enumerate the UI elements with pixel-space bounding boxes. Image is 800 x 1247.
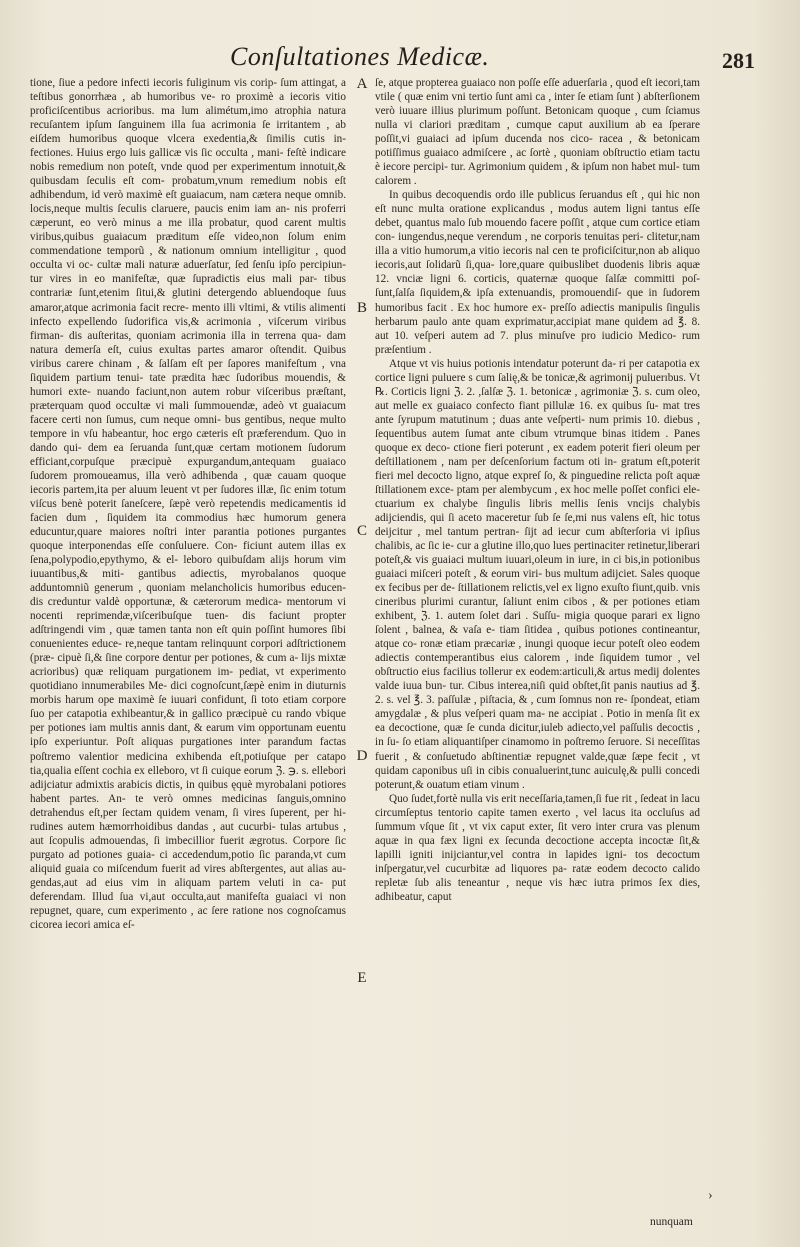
catchword: nunquam [650, 1216, 693, 1228]
margin-letter-a: A [356, 76, 368, 92]
margin-letter-e: E [357, 970, 367, 986]
right-column-paragraph-3: Atque vt vis huius potionis intendatur poterunt da- ri per catapotia ex cortice ligni puluere s cum ſalię,& be tonicæ,& agrimonij puluerıbus. Vt ℞. Corticis ligni ℨ. 2. ,ſalſæ ℨ. 1. betonicæ , agrimoniæ ℨ. s. cum oleo, aut melle ex guaiaco confecto fiant pillulæ 16. ex quibus ſu- mat tres ante ſyrupum matutinum ; duas ante veſperti- num primis 10. diebus , ſequentibus autem ſumat ante cibum vtrumque binas itidem . Panes quoque ex deco- ctione fieri poterunt , ex eadem poterit fieri oleum per deſtillationem , nam per deſcenſorium factum oti in- gratum eſt,poterit fieri mel decocto ligno, atque expreſ ſo, & pinguedine relicta poſt aquæ ſtillationem exce- ptam per alembycum , ex hoc melle poſſet confici ele- ctuarium ex chalybe ſingulis libris mellis ſenis vncijs chalybis adijciendis, qui ſi aceto maceretur ſub ſe ſe,mi nus valens eſt, hic totus deijcitur , mel tantum pertran- ſijt ad iecur cum abſterſoria vi ipſius chalibis, ac ſic ie- cur a glutine illo,quo lues pertinaciter retinetur,liberari poteſt,& vis guaiaci multum iuuari,oleum in iure, in ci bis,in potionibus guaiaci miſceri poteſt , & eorum viri- bus multum adijciet. Sales quoque ex fecibus per de- ſtillationem relictis,vel ex ligno exuſto fiunt,quib. vnis cineribus plurimi curantur, ſaliunt enim cibos , & per potiones etiam exhibent, ℨ. 1. autem ſolet dari . Suſſu- migia quoque parari ex ligno ſolent , balnea, & vaſa e- tiam ſitidea , quibus potiones contineantur, atque co- ronæ etiam præcariæ , inungi quoque iecur poteſt oleo eodem adiectis contemperantibus eius calorem , inde ſiquidem tumor , vel obſtructio eius facilius tollerur ex eodem:articuli,& artus medij dolentes valde iuua bun- tur. Cibus interea,niſi quid obſtet,ſit panis nautius ad ℥. 2. s. vel ℥. 3. paſſulæ , piſtacia, & , cum ſomnus non re- ſpondeat, etiam amygdalæ , & plus veſperi quam ma- ne accipiat . Potio in menſa ſit ex ea decoctione, quæ ſe cunda dicitur,iuleb adiecto,vel paſſulis decoctis , in ſu- ſo etiam aliquantiſper cinamomo in poſtremo ſeruore. Si neceſſitas fuerit , & conſuetudo abſtinentiæ repugnet valde,quæ ſæpe fecit , vt quidam caponibus uſi in cibis conualuerint,tunc auiculę,& pulli concedi poterunt,& ouatum etiam vinum . [375, 357, 700, 791]
left-column-paragraph: tione, ſiue a pedore infecti iecoris fuliginum vis corip- ſum attingat, a teſtibus gonorrhæa , ab humoribus ve- ro proximè a iecoris vitio proficiſcentibus acrioribus. ma lum alimétum,imo atrophia natura recuſantem ipſum ſanguinem illa ſua acrimonia ſe irritantem , ab eiſdem humoribus quoque vlcera exedentia,& ſimilis cutis in- fectiones. Huius ergo luis gallicæ vis ſic occulta , mani- feſtè indicare nobis remedium non poteſt, vnde quod per experimentum innotuit,& quibusdam ſeculis eſt com- probatum,vnum remedium nobis eſt adhibendum, id verò maximè eſt guaiacum, nam cætera neque omnib. locis,neque multis ſeculis claruere, paucis enim iam an- nis proferri cæperunt, eo verò minus a me illa probatur, quod carent multis viribus,quibus guaiacum præditum eſſe video,non ſolum enim commendatione temporũ , & nationum omnium intelligitur , quod occulta vi oc- cultæ mali naturæ aduerſatur, ſed ſenſu ipſo percipiun- tur vires in eo manifeſtæ, quæ ſupradictis eius mali par- tibus contrariæ ſunt,etenim ſitui,& glutini detergendo abluendoque ſuus amaror,atque acrimonia facit recre- mento illi vltimi, & vtilis alimenti infecto expellendo ſudorifica vis,& acrimonia , viſcerum viribus firman- dis auſteritas, quoniam acrimonia illa in terrena qua- dam natura demerſa eſt, cuius exultas partes amaror oſtendit. Quibus viribus carere chinam , & ſalſam eſt per ſapores manifeſtum , vna ſiquidem partium tenui- tate prædita hæc ſudoribus mouendis, & humori exte- nuando faciunt,non autem robur viſceribus præſtant, præterquam quod occultæ vi mali ſummouendæ, adeò vt guaiacum facere certi non ſumus, cum neque omni- bus gentibus, neque multo tempore in vſu habeantur, hoc ergo cæteris eſt præferendum. Quo in dando qui- dem ea ſeruanda ſunt,quæ certam motionem ſudorum efficiant,corpuſque præcipuè expurgandum,antequam guaiaco ſudorem promoueamus, illa verò adhibenda , quæ cauam quoque iecoris partem,ita per aluum leuent vt per ſudores illæ, ſic enim totum viſcus benè poterit ſaneſcere, ſæpè verò repetendis medicamentis id facien dum , ſiquidem ita commodius hæc humorum genera educuntur,quare maiores noſtri inter parantia potiones purgantes quoque interponendas eſſe conſuluere. Con- ficiunt autem illas ex ſena,polypodio,epythymo, & el- leboro quibuſdam alijs horum vim iuuantibus,& miti- gantibus adiectis, myrobalanos quoque adduntomniũ generum , quoniam melancholicis humoribus educen- dis creduntur valdè opportunæ, & cæterorum medica- mentorum vi nocenti reprimendæ,viſceribuſque tuen- dis faciunt propter adſtringendi vim , quæ tamen tanta non eſt quin poſſint humores ſibi conuenientes educe- re,neque tantam relinquunt corpori adſtrictionem (præ- cipuè ſi,& ſine corpore dentur per potiones, & cum a- lijs mixtæ acrioribus) quæ reliquam purgationem im- pediat, vt experimento quotidiano innumerabiles Me- dici cognoſcunt,ſæpè enim in diuturnis morbis harum ope maximè ſe iuuari confidunt, ſi toto etiam corpore ſuo per catapotia exhibeantur,& in gallico præcipuè cu rando vbique per potiones iam multis annis dant, & earum vim opportunam euentu ipſo experiuntur. Poſt aliquas purgationes inter parandum factas poſtremo valentior medicina exhibenda eſt,potiuſque per catapo tia,qualia eſſent cochia ex elleboro, vt ſi cuique eorum ℨ. ℈. s. ellebori adijciatur admixtis arabicis dictis, in quibus ęquè myrobalani potiores habent partes. An- te verò omnes medicinas ſanguis,omnino detrahendus eſt,per ſectam quidem venam, ſi vires ſuperent, per hi- rudines autem hæmorrhoidibus dandas , aut cucurbi- tulas artubus , aut ſcopulis admouendas, ſi imbecillior fuerit ægrotus. Corpore ſic purgato ad potiones guaia- ci accedendum,potio ſic paranda,vt cum aliquid guaia co miſcendum fuerit ad vires abſtergentes, aut alias au- gendas,aut ad eius vim in aliquam partem veluti in ca- put deferendam. Illud ſua vi,aut occulta,aut manifeſta guaiaci vi non repugnet, quare, cum experimento , ac ſere ratione nos cognoſcamus cicorea iecori amica eſ- [30, 77, 346, 931]
page-number: 281 [722, 48, 755, 73]
margin-letter-d: D [356, 748, 368, 764]
running-head: Conſultationes Medicæ. [230, 42, 490, 71]
page-mark: › [708, 1188, 713, 1203]
right-column-paragraph-1: ſe, atque propterea guaiaco non poſſe eſſe aduerſaria , quod eſt iecori,tam vtile ( quæ enim vni tertio ſunt ami ca , inter ſe etiam ſunt ) abſterſionem verò iuuare illius plurimum poſſunt. Betonicam quoque , cum ſciamus nulla vi clariori præditam , cumque caput auxilium ab ea ſperare poſſit,vi guaiaci ad ipſum ducenda nos cico- racea , & betonicam potiſſimus guaiaco admiſcere , ac ſortè , quoniam obſtructio etiam tactu è iecore percipi- tur. Agrimonium quidem , & ipſum non habet mul- tum calorem . [375, 77, 700, 188]
margin-letter-c: C [356, 523, 367, 539]
left-column [30, 76, 346, 932]
right-column [375, 76, 700, 904]
margin-letter-b: B [356, 300, 367, 316]
page-header [0, 42, 800, 78]
right-column-paragraph-4: Quo ſudet,fortè nulla vis erit neceſſaria,tamen,ſi fue rit , ſedeat in lacu circumſeptus tentorio capite tamen exerto , vel lacus ita occluſus ad ſummum vſque ſit , vt vix caput exter, ſit vero inter crura vas plenum aquæ in qua fæx ligni ex ſecunda decoctione accepta incoctæ ſit,& lapilli igniti inijciantur,vel contra in lapides igni- tos decoctum inſpergatur,vel cucurbitæ ad liquores pa- ratæ eodem decocto calido repletæ ſub alis teneantur , neque vis hæc iutra primos ſex dies, adhibeatur, caput [375, 792, 700, 903]
right-column-paragraph-2: In quibus decoquendis ordo ille publicus ſeruandus eſt , qui hic non eſt nunc multa oratione explicandus , modus autem ligni tantus eſſe debet, quantus malo ſub mouendo facere poſſit , atque cum cortice etiam con- iungendus,neque verendum , ne corporis tenuitas peri- clitetur,nam illa a vitio humorum,a vitio iecoris nal cen te proficiſcitur,non ab aliquo iecoris,aut ſolidarũ ſi,qua- lore,quare quibuslibet duodenis libris aquæ 12. vnciæ ligni 6. corticis, quaternæ quoque ſalſæ committi poſ- ſunt,ſalſa ſiquidem,& ipſa extenuandis, promouendiſ- que in ſudorem humoribus facit . Ex hoc humore ex- preſſo adiectis manipulis ſingulis herbarum paulo ante quam exprimatur,accipiat mane quidem ad ℥. 8. aut 10. veſperi autem ad 7. plus minuſve pro iudicio Medico- rum præſentium . [375, 189, 700, 356]
